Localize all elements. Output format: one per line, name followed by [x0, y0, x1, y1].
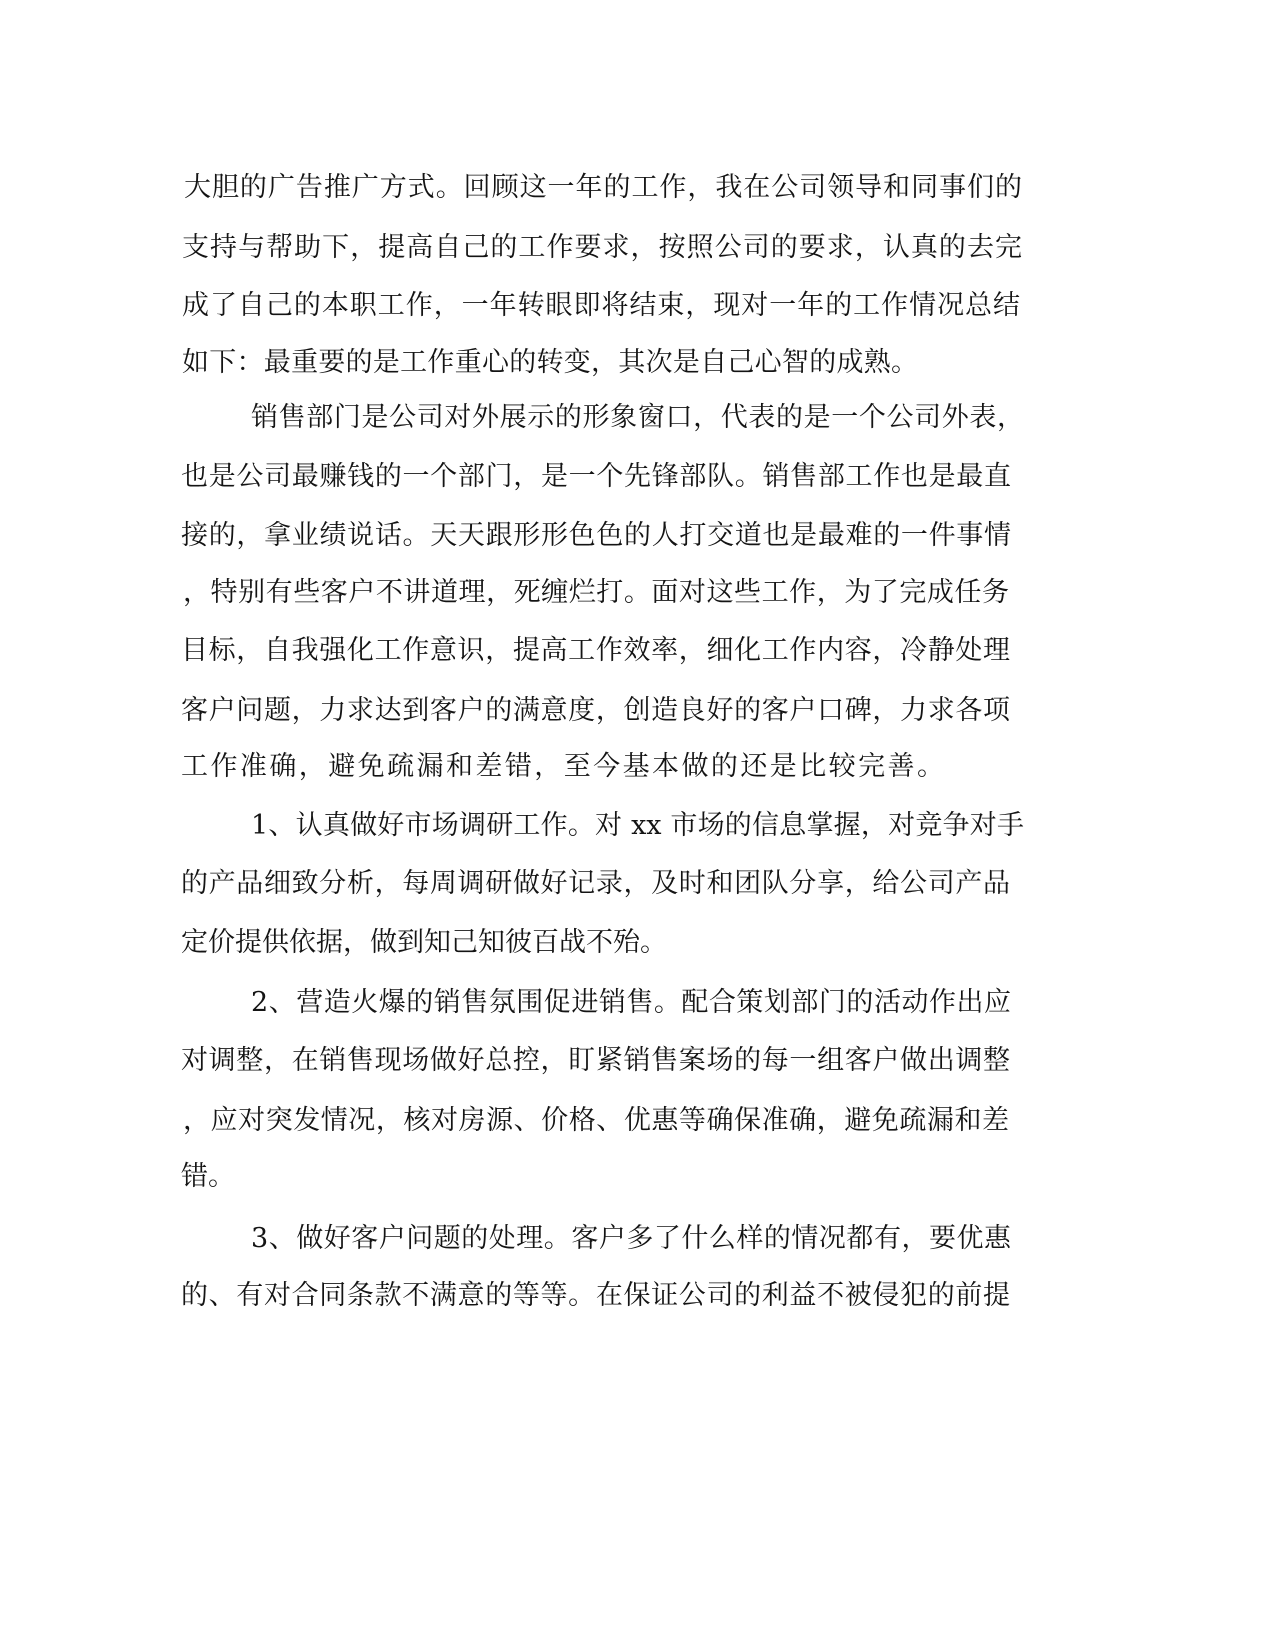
line-text: 成了自己的本职工作，一年转眼即将结束，现对一年的工作情况总结: [182, 290, 1020, 321]
line-text: ，特别有些客户不讲道理，死缠烂打。面对这些工作，为了完成任务: [183, 577, 1009, 608]
text-line: [0, 1041, 1275, 1081]
line-text: 也是公司最赚钱的一个部门，是一个先锋部队。销售部工作也是最直: [181, 461, 1011, 492]
line-text: 对调整，在销售现场做好总控，盯紧销售案场的每一组客户做出调整: [181, 1045, 1010, 1076]
line-text: 目标，自我强化工作意识，提高工作效率，细化工作内容，冷静处理: [181, 635, 1010, 666]
text-line: [0, 343, 1275, 383]
line-text: 1、认真做好市场调研工作。对 xx 市场的信息掌握，对竞争对手: [251, 810, 1024, 841]
text-line: [0, 1101, 1275, 1141]
text-line: [0, 286, 1275, 326]
line-text: 3、做好客户问题的处理。客户多了什么样的情况都有，要优惠: [251, 1223, 1011, 1254]
line-text: 客户问题，力求达到客户的满意度，创造良好的客户口碑，力求各项: [181, 695, 1010, 726]
line-text: 2、营造火爆的销售氛围促进销售。配合策划部门的活动作出应: [251, 987, 1011, 1018]
text-line: [0, 631, 1275, 671]
line-text: 大胆的广告推广方式。回顾这一年的工作，我在公司领导和同事们的: [184, 172, 1022, 203]
text-line: [0, 983, 1275, 1023]
text-line: [0, 1157, 1275, 1197]
text-line: [0, 1219, 1275, 1259]
text-line: [0, 691, 1275, 731]
line-text: 工作准确，避免疏漏和差错，至今基本做的还是比较完善。: [181, 751, 944, 782]
text-line: [0, 228, 1275, 268]
text-line: [0, 747, 1275, 787]
text-line: [0, 864, 1275, 904]
line-text: 定价提供依据，做到知己知彼百战不殆。: [181, 927, 667, 958]
line-text: 的、有对合同条款不满意的等等。在保证公司的利益不被侵犯的前提: [181, 1280, 1010, 1311]
text-line: [0, 398, 1275, 438]
line-text: 接的，拿业绩说话。天天跟形形色色的人打交道也是最难的一件事情: [181, 520, 1011, 551]
line-text: 销售部门是公司对外展示的形象窗口，代表的是一个公司外表，: [251, 402, 1024, 433]
text-line: [0, 573, 1275, 613]
text-line: [0, 923, 1275, 963]
line-text: 支持与帮助下，提高自己的工作要求，按照公司的要求，认真的去完: [182, 232, 1022, 263]
text-line: [0, 806, 1275, 846]
text-line: [0, 1276, 1275, 1316]
text-line: [0, 168, 1275, 208]
line-text: 的产品细致分析，每周调研做好记录，及时和团队分享，给公司产品: [181, 868, 1010, 899]
text-line: [0, 516, 1275, 556]
line-text: 错。: [181, 1161, 235, 1192]
line-text: ，应对突发情况，核对房源、价格、优惠等确保准确，避免疏漏和差: [183, 1105, 1009, 1136]
line-text: 如下：最重要的是工作重心的转变，其次是自己心智的成熟。: [182, 347, 918, 378]
text-line: [0, 457, 1275, 497]
